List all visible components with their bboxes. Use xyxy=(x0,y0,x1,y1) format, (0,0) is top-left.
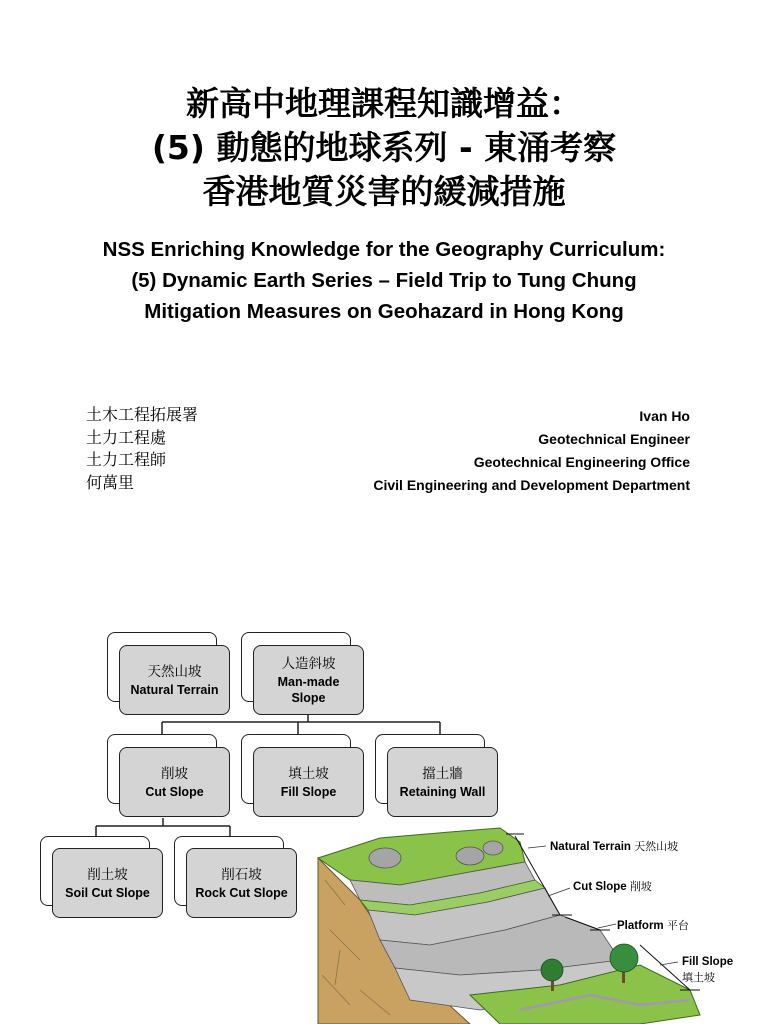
author-en-line: Civil Engineering and Development Department xyxy=(373,477,690,493)
natural-terrain-zh: 天然山坡 xyxy=(147,663,202,680)
rock-cut-slope-zh: 削石坡 xyxy=(221,866,262,883)
man-made-slope-zh: 人造斜坡 xyxy=(281,655,336,672)
author-zh-line: 土力工程師 xyxy=(86,450,167,469)
callout-platform-zh: 平台 xyxy=(666,919,689,932)
title-zh-line-2: (5) 動態的地球系列 - 東涌考察 xyxy=(151,128,617,167)
callout-platform-en: Platform xyxy=(617,920,664,932)
fill-slope-zh: 填土坡 xyxy=(288,765,329,782)
author-zh-line: 何萬里 xyxy=(86,472,135,492)
fill-slope-en: Fill Slope xyxy=(280,784,337,799)
soil-cut-slope-en: Soil Cut Slope xyxy=(65,885,150,900)
callout-fill-slope-zh: 填土坡 xyxy=(682,971,715,984)
callout-fill-slope xyxy=(682,954,733,986)
title-en-line-1: NSS Enriching Knowledge for the Geography Curriculum: xyxy=(102,238,666,261)
callout-cut-slope-en: Cut Slope xyxy=(573,881,627,893)
cut-slope-en: Cut Slope xyxy=(145,784,204,799)
natural-terrain-en: Natural Terrain xyxy=(130,682,219,697)
author-en-line: Ivan Ho xyxy=(639,408,690,424)
author-zh-line: 土木工程拓展署 xyxy=(86,405,199,424)
callout-cut-slope-zh: 削坡 xyxy=(629,880,652,893)
callout-natural-terrain xyxy=(550,838,678,854)
callout-platform xyxy=(617,917,689,933)
callout-cut-slope xyxy=(573,878,652,894)
author-zh-line: 土力工程處 xyxy=(86,427,167,447)
title-en-line-2: (5) Dynamic Earth Series – Field Trip to Tung Chung xyxy=(131,269,637,292)
title-zh-line-1: 新高中地理課程知識增益： xyxy=(186,84,582,123)
retaining-wall-zh: 擋土牆 xyxy=(422,765,463,782)
title-zh-line-3: 香港地質災害的緩減措施 xyxy=(202,172,566,211)
cut-slope-zh: 削坡 xyxy=(161,765,188,782)
soil-cut-slope-zh: 削土坡 xyxy=(87,866,128,883)
rock-cut-slope-en: Rock Cut Slope xyxy=(195,885,288,900)
callout-natural-terrain-zh: 天然山坡 xyxy=(634,840,679,853)
callout-fill-slope-en: Fill Slope xyxy=(682,956,734,968)
callout-natural-terrain-en: Natural Terrain xyxy=(550,841,631,853)
retaining-wall-en: Retaining Wall xyxy=(399,784,486,799)
author-en-line: Geotechnical Engineer xyxy=(538,431,690,447)
man-made-slope-en: Man-made Slope xyxy=(277,674,340,705)
author-en-line: Geotechnical Engineering Office xyxy=(473,454,690,470)
title-en-line-3: Mitigation Measures on Geohazard in Hong Kong xyxy=(144,300,624,323)
